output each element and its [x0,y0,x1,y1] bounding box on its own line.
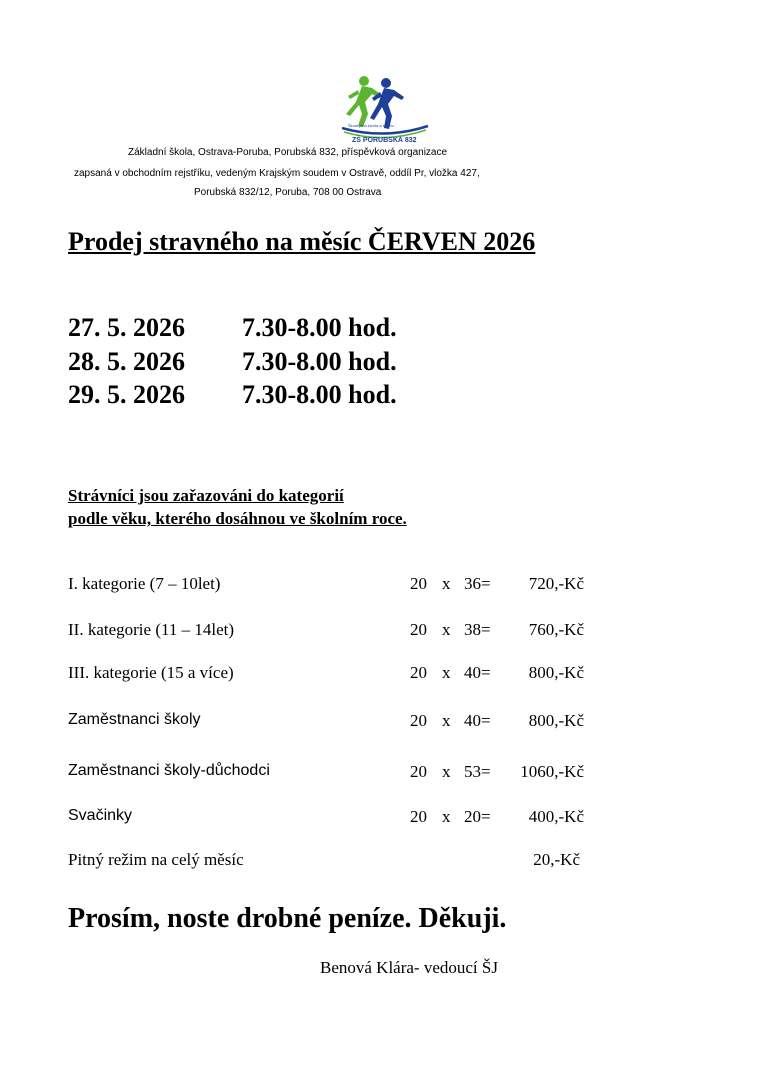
price-total: 1060,-Kč [520,762,584,781]
price-times: x [442,711,451,730]
price-label: Svačinky [68,807,133,824]
price-total: 20,-Kč [533,850,580,869]
price-total: 800,-Kč [528,711,584,730]
price-row [68,762,608,786]
price-label: I. kategorie (7 – 10let) [68,574,221,593]
price-qty: 20 [410,620,427,639]
sale-date: 29. 5. 2026 [68,380,185,409]
price-unit: 40= [464,711,491,730]
price-unit: 38= [464,620,491,639]
price-total: 760,-Kč [528,620,584,639]
sale-time: 7.30-8.00 hod. [242,380,397,409]
category-note-line: podle věku, kterého dosáhnou ve školním roce. [68,509,407,528]
signature: Benová Klára- vedoucí ŠJ [320,958,498,977]
school-logo [328,74,440,144]
price-total: 800,-Kč [528,663,584,682]
school-header-line: Základní škola, Ostrava-Poruba, Porubská 832, příspěvková organizace [128,147,448,158]
sale-date-row [68,313,397,343]
price-total: 720,-Kč [528,574,584,593]
sale-date: 28. 5. 2026 [68,347,185,376]
price-row [68,663,608,687]
price-unit: 20= [464,807,491,826]
logo-name: ZŠ PORUBSKÁ 832 [352,137,417,144]
category-note-line: Strávníci jsou zařazováni do kategorií [68,486,344,505]
price-times: x [442,620,451,639]
price-qty: 20 [410,574,427,593]
price-label: Zaměstnanci školy [68,711,201,728]
price-unit: 40= [464,663,491,682]
sale-time: 7.30-8.00 hod. [242,313,397,342]
price-qty: 20 [410,807,427,826]
price-unit: 53= [464,762,491,781]
price-row [68,807,608,831]
price-times: x [442,762,451,781]
price-times: x [442,663,451,682]
price-times: x [442,807,451,826]
sale-time: 7.30-8.00 hod. [242,347,397,376]
sale-date-row [68,380,397,410]
price-label: III. kategorie (15 a více) [68,663,234,682]
price-times: x [442,574,451,593]
price-row [68,620,608,644]
price-qty: 20 [410,711,427,730]
sale-date: 27. 5. 2026 [68,313,185,342]
price-qty: 20 [410,762,427,781]
school-register-line: zapsaná v obchodním rejstříku, vedeným Krajským soudem v Ostravě, oddíl Pr, vložka 427, [74,168,480,179]
closing-plea: Prosím, noste drobné peníze. Děkuji. [68,903,507,934]
price-label: II. kategorie (11 – 14let) [68,620,234,639]
price-qty: 20 [410,663,427,682]
price-label: Zaměstnanci školy-důchodci [68,762,270,779]
logo-motto: Škola plná života a sportu [348,123,394,128]
price-label: Pitný režim na celý měsíc [68,850,244,869]
school-address-line: Porubská 832/12, Poruba, 708 00 Ostrava [194,187,382,198]
price-total: 400,-Kč [528,807,584,826]
price-row [68,711,608,735]
price-row [68,850,608,874]
page-title: Prodej stravného na měsíc ČERVEN 2026 [68,227,536,256]
price-unit: 36= [464,574,491,593]
runners-logo-icon [328,74,440,144]
sale-date-row [68,347,397,377]
price-row [68,574,608,598]
